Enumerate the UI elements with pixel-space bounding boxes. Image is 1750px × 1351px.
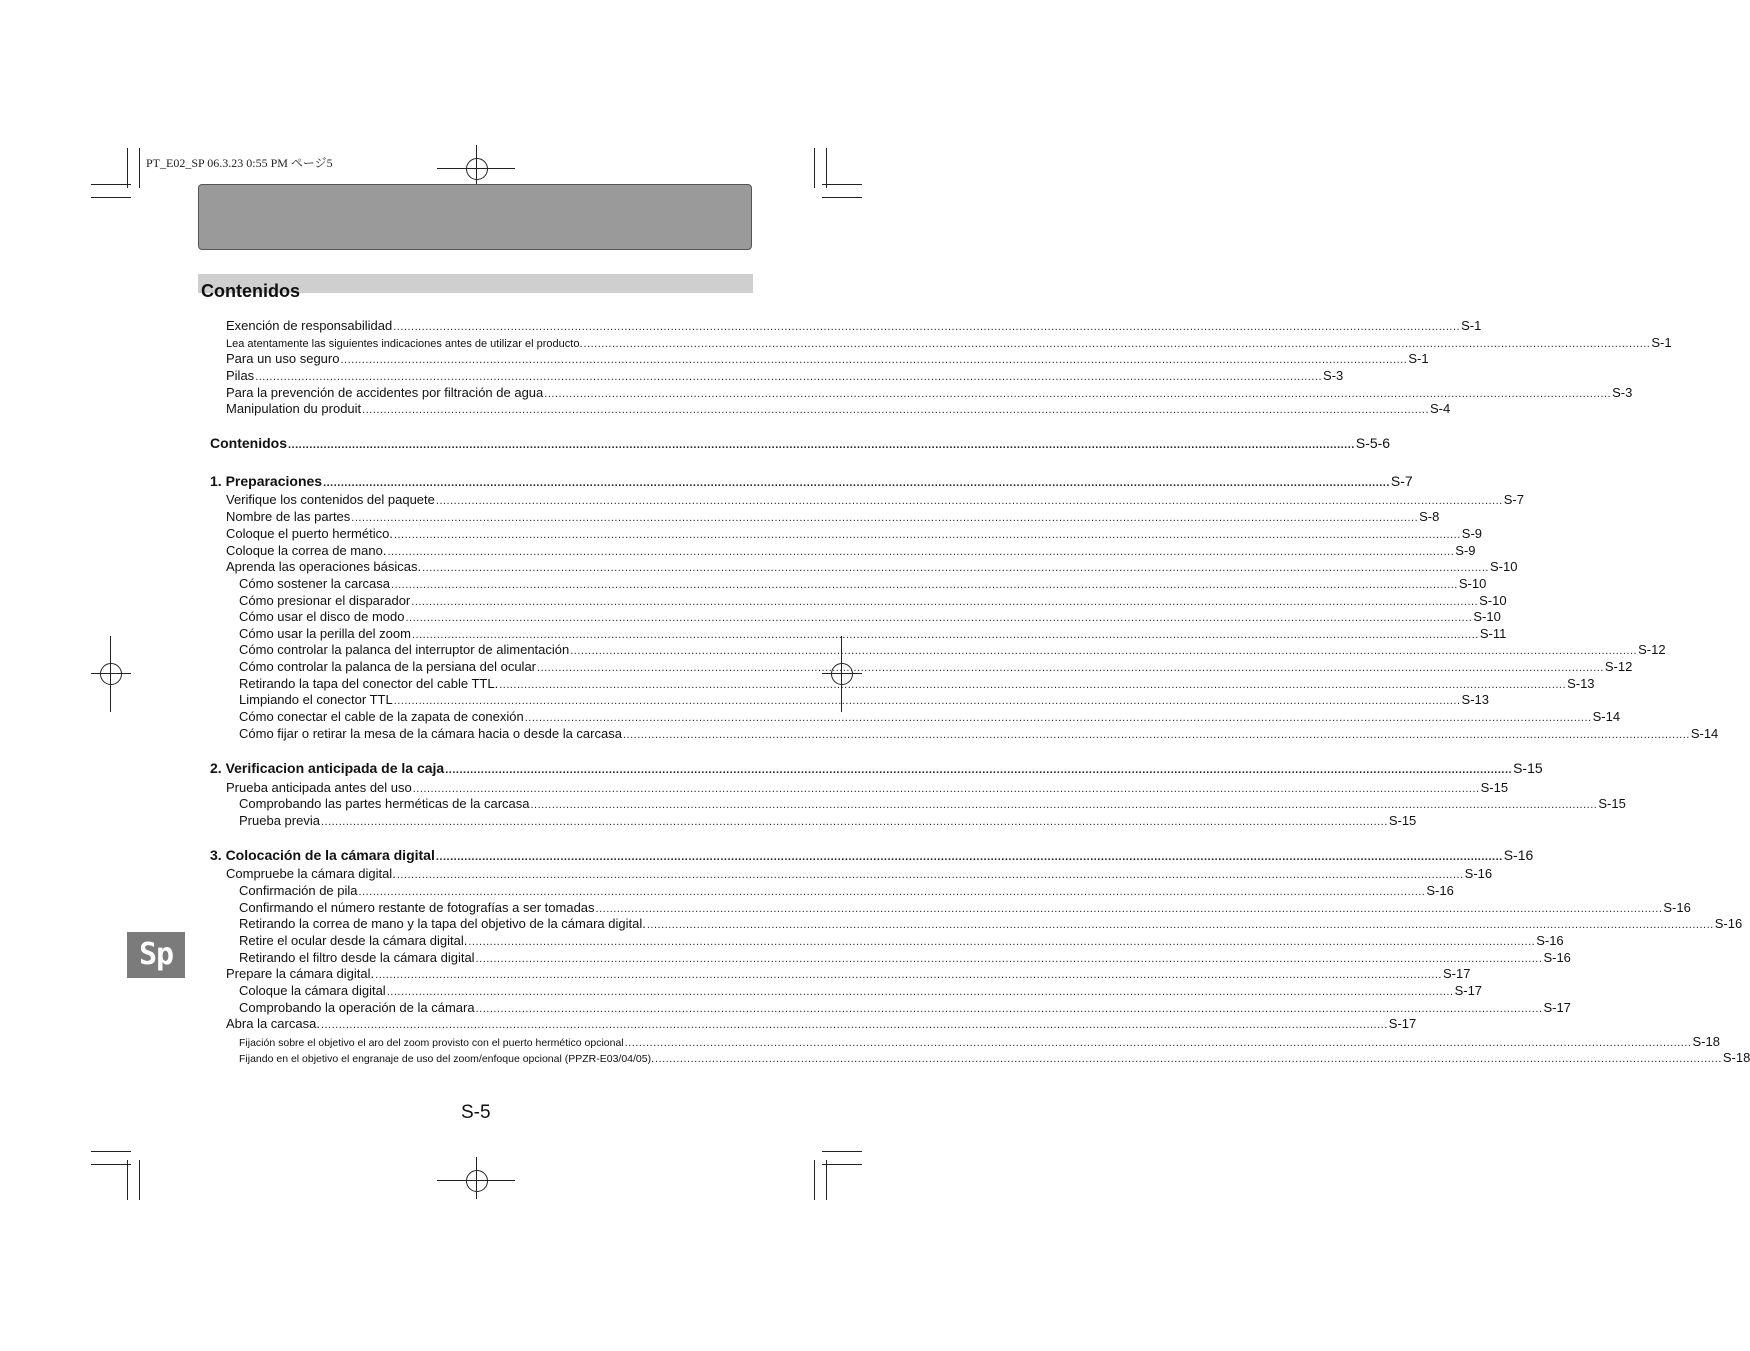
toc-entry-title: Lea atentamente las siguientes indicaciones antes de utilizar el producto. — [226, 338, 583, 350]
toc-entry-page: S-3 — [1323, 368, 1344, 383]
page-title: Contenidos — [201, 281, 300, 301]
header-banner — [198, 184, 752, 250]
toc-entry-page: S-15 — [1480, 780, 1509, 795]
toc-entry — [239, 983, 1483, 998]
toc-entry-title: Cómo fijar o retirar la mesa de la cámara hacia o desde la carcasa — [239, 726, 622, 741]
toc-entry — [210, 760, 1543, 776]
toc-entry — [239, 933, 1564, 948]
toc-leader-dots: ............................................................................................................................................................................................................................................................................................................ — [396, 869, 1464, 881]
toc-entry-title: Comprobando las partes herméticas de la carcasa — [239, 796, 530, 811]
toc-entry — [226, 780, 1509, 795]
toc-entry-title: Compruebe la cámara digital. — [226, 866, 396, 881]
toc-leader-dots: ............................................................................................................................................................................................................................................................................................................ — [583, 338, 1651, 350]
toc-entry-page: S-7 — [1503, 492, 1524, 507]
toc-entry-title: Manipulation du produit — [226, 401, 362, 416]
crop-mark — [822, 197, 862, 198]
toc-leader-dots: ............................................................................................................................................................................................................................................................................................................ — [411, 629, 1479, 641]
language-tab: Sp — [127, 932, 185, 978]
toc-leader-dots: ............................................................................................................................................................................................................................................................................................................ — [412, 783, 1480, 795]
toc-entry — [226, 401, 1451, 416]
toc-entry — [239, 576, 1487, 591]
crop-mark — [91, 1164, 131, 1165]
toc-leader-dots: ............................................................................................................................................................................................................................................................................................................ — [288, 439, 1355, 451]
toc-entry-title: 3. Colocación de la cámara digital — [210, 847, 435, 863]
toc-entry-title: Prepare la cámara digital. — [226, 966, 375, 981]
toc-entry — [239, 593, 1507, 608]
toc-entry-page: S-17 — [1543, 1000, 1571, 1015]
toc-leader-dots: ............................................................................................................................................................................................................................................................................................................ — [387, 546, 1455, 558]
toc-entry — [226, 368, 1344, 383]
toc-entry — [239, 626, 1507, 641]
toc-leader-dots: ............................................................................................................................................................................................................................................................................................................ — [323, 477, 1390, 489]
toc-entry-title: Comprobando la operación de la cámara — [239, 1000, 475, 1015]
registration-mark — [100, 663, 122, 685]
toc-leader-dots: ............................................................................................................................................................................................................................................................................................................ — [624, 1037, 1692, 1049]
toc-entry — [239, 1034, 1720, 1049]
toc-leader-dots: ............................................................................................................................................................................................................................................................................................................ — [375, 969, 1442, 981]
toc-leader-dots: ............................................................................................................................................................................................................................................................................................................ — [445, 764, 1513, 776]
toc-entry-title: Coloque la cámara digital — [239, 983, 386, 998]
toc-entry — [226, 866, 1493, 881]
toc-entry — [239, 609, 1501, 624]
toc-entry — [226, 335, 1672, 350]
toc-leader-dots: ............................................................................................................................................................................................................................................................................................................ — [468, 936, 1536, 948]
toc-leader-dots: ............................................................................................................................................................................................................................................................................................................ — [544, 388, 1612, 400]
toc-entry-title: Prueba previa — [239, 813, 320, 828]
toc-entry-title: Cómo sostener la carcasa — [239, 576, 391, 591]
toc-entry-title: Limpiando el conector TTL — [239, 692, 393, 707]
crop-mark — [127, 1160, 128, 1200]
toc-entry — [210, 847, 1534, 863]
toc-entry-title: Confirmando el número restante de fotografías a ser tomadas — [239, 900, 595, 915]
toc-leader-dots: ............................................................................................................................................................................................................................................................................................................ — [393, 321, 1461, 333]
toc-entry-title: Fijación sobre el objetivo el aro del zoom provisto con el puerto hermético opcional — [239, 1037, 624, 1049]
toc-entry-page: S-16 — [1503, 847, 1534, 863]
toc-entry-page: S-16 — [1714, 916, 1743, 931]
toc-entry — [226, 1016, 1417, 1031]
crop-mark — [814, 148, 815, 188]
toc-entry — [239, 900, 1691, 915]
toc-entry — [226, 526, 1483, 541]
toc-leader-dots: ............................................................................................................................................................................................................................................................................................................ — [255, 371, 1323, 383]
toc-entry-page: S-9 — [1455, 543, 1476, 558]
toc-entry-title: Retirando la correa de mano y la tapa del objetivo de la cámara digital. — [239, 916, 646, 931]
toc-leader-dots: ............................................................................................................................................................................................................................................................................................................ — [320, 816, 1388, 828]
toc-leader-dots: ............................................................................................................................................................................................................................................................................................................ — [435, 495, 1503, 507]
toc-entry-page: S-12 — [1638, 642, 1666, 657]
toc-entry-title: Contenidos — [210, 435, 287, 451]
toc-entry — [239, 916, 1743, 931]
toc-entry — [239, 726, 1719, 741]
toc-entry — [210, 473, 1413, 489]
toc-leader-dots: ............................................................................................................................................................................................................................................................................................................ — [475, 953, 1543, 965]
toc-entry-page: S-3 — [1612, 385, 1633, 400]
toc-entry-page: S-5-6 — [1355, 435, 1391, 451]
toc-entry-page: S-11 — [1479, 626, 1507, 641]
crop-mark — [91, 184, 131, 185]
toc-leader-dots: ............................................................................................................................................................................................................................................................................................................ — [386, 986, 1454, 998]
toc-entry — [239, 676, 1595, 691]
toc-entry-title: Cómo controlar la palanca del interruptor de alimentación — [239, 642, 570, 657]
crop-mark — [139, 1160, 140, 1200]
toc-entry — [226, 492, 1524, 507]
crop-mark — [139, 148, 140, 188]
toc-entry-page: S-15 — [1513, 760, 1543, 776]
toc-entry-title: Nombre de las partes — [226, 509, 351, 524]
registration-mark — [466, 158, 488, 180]
toc-entry-page: S-13 — [1567, 676, 1595, 691]
toc-entry-title: Prueba anticipada antes del uso — [226, 780, 412, 795]
toc-entry-title: Cómo usar el disco de modo — [239, 609, 405, 624]
toc-leader-dots: ............................................................................................................................................................................................................................................................................................................ — [524, 712, 1592, 724]
toc-entry — [239, 692, 1490, 707]
toc-entry-title: Coloque la correa de mano. — [226, 543, 387, 558]
crop-mark — [822, 1164, 862, 1165]
toc-entry-title: Cómo conectar el cable de la zapata de conexión — [239, 709, 524, 724]
toc-entry-page: S-16 — [1464, 866, 1493, 881]
crop-mark — [826, 148, 827, 188]
toc-entry-title: Abra la carcasa. — [226, 1016, 320, 1031]
toc-entry-title: Cómo controlar la palanca de la persiana del ocular — [239, 659, 537, 674]
toc-entry-page: S-10 — [1458, 576, 1487, 591]
toc-leader-dots: ............................................................................................................................................................................................................................................................................................................ — [595, 903, 1663, 915]
toc-entry-page: S-1 — [1408, 351, 1429, 366]
toc-leader-dots: ............................................................................................................................................................................................................................................................................................................ — [393, 529, 1461, 541]
crop-mark — [91, 197, 131, 198]
toc-entry-title: Confirmación de pila — [239, 883, 358, 898]
toc-entry-title: Retirando la tapa del conector del cable TTL. — [239, 676, 499, 691]
toc-leader-dots: ............................................................................................................................................................................................................................................................................................................ — [405, 612, 1473, 624]
registration-mark — [466, 1170, 488, 1192]
toc-leader-dots: ............................................................................................................................................................................................................................................................................................................ — [411, 596, 1479, 608]
toc-entry-page: S-1 — [1651, 335, 1672, 350]
crop-mark — [822, 184, 862, 185]
toc-entry — [226, 318, 1482, 333]
toc-entry-page: S-10 — [1473, 609, 1501, 624]
toc-entry — [226, 509, 1440, 524]
toc-leader-dots: ............................................................................................................................................................................................................................................................................................................ — [340, 354, 1408, 366]
toc-leader-dots: ............................................................................................................................................................................................................................................................................................................ — [351, 512, 1419, 524]
toc-entry — [210, 435, 1391, 451]
toc-entry — [226, 543, 1476, 558]
toc-entry — [239, 642, 1666, 657]
toc-leader-dots: ............................................................................................................................................................................................................................................................................................................ — [320, 1019, 1388, 1031]
toc-entry-title: 2. Verificacion anticipada de la caja — [210, 760, 445, 776]
toc-entry-page: S-17 — [1388, 1016, 1417, 1031]
toc-leader-dots: ............................................................................................................................................................................................................................................................................................................ — [570, 645, 1638, 657]
toc-entry — [239, 709, 1621, 724]
toc-leader-dots: ............................................................................................................................................................................................................................................................................................................ — [646, 919, 1714, 931]
toc-entry — [239, 796, 1626, 811]
toc-entry-title: Pilas — [226, 368, 255, 383]
toc-entry-page: S-4 — [1430, 401, 1451, 416]
toc-entry-page: S-16 — [1663, 900, 1691, 915]
toc-entry — [239, 1050, 1750, 1065]
toc-entry — [239, 659, 1633, 674]
toc-entry-page: S-16 — [1543, 950, 1571, 965]
toc-leader-dots: ............................................................................................................................................................................................................................................................................................................ — [475, 1003, 1543, 1015]
toc-entry-page: S-17 — [1454, 983, 1483, 998]
toc-entry-title: Retirando el filtro desde la cámara digital — [239, 950, 475, 965]
toc-entry-page: S-14 — [1592, 709, 1621, 724]
toc-entry-title: Cómo presionar el disparador — [239, 593, 411, 608]
toc-leader-dots: ............................................................................................................................................................................................................................................................................................................ — [435, 851, 1503, 863]
page-number: S-5 — [461, 1102, 491, 1123]
toc-entry-title: Cómo usar la perilla del zoom — [239, 626, 411, 641]
toc-entry-page: S-15 — [1388, 813, 1417, 828]
toc-entry — [239, 950, 1571, 965]
crop-mark — [822, 1151, 862, 1152]
toc-entry-page: S-18 — [1722, 1050, 1750, 1065]
toc-leader-dots: ............................................................................................................................................................................................................................................................................................................ — [622, 729, 1690, 741]
toc-entry-page: S-7 — [1390, 473, 1413, 489]
toc-leader-dots: ............................................................................................................................................................................................................................................................................................................ — [422, 562, 1489, 574]
toc-entry-page: S-1 — [1461, 318, 1482, 333]
toc-entry-page: S-10 — [1479, 593, 1507, 608]
toc-entry-title: Retire el ocular desde la cámara digital. — [239, 933, 468, 948]
crop-mark — [826, 1160, 827, 1200]
toc-leader-dots: ............................................................................................................................................................................................................................................................................................................ — [655, 1053, 1722, 1065]
toc-leader-dots: ............................................................................................................................................................................................................................................................................................................ — [537, 662, 1604, 674]
toc-entry-title: 1. Preparaciones — [210, 473, 323, 489]
toc-leader-dots: ............................................................................................................................................................................................................................................................................................................ — [391, 579, 1458, 591]
toc-entry-page: S-14 — [1690, 726, 1719, 741]
toc-entry-title: Para la prevención de accidentes por filtración de agua — [226, 385, 544, 400]
toc-entry-page: S-17 — [1443, 966, 1471, 981]
toc-entry — [226, 351, 1429, 366]
toc-entry-page: S-12 — [1604, 659, 1633, 674]
toc-entry-page: S-10 — [1489, 559, 1518, 574]
toc-entry — [226, 385, 1633, 400]
toc-entry-title: Exención de responsabilidad — [226, 318, 393, 333]
toc-entry — [239, 1000, 1571, 1015]
crop-mark — [91, 1151, 131, 1152]
toc-entry-title: Coloque el puerto hermético. — [226, 526, 393, 541]
toc-entry — [226, 559, 1518, 574]
print-slug: PT_E02_SP 06.3.23 0:55 PM ページ5 — [146, 156, 333, 170]
toc-leader-dots: ............................................................................................................................................................................................................................................................................................................ — [362, 404, 1430, 416]
toc-entry-title: Fijando en el objetivo el engranaje de uso del zoom/enfoque opcional (PPZR-E03/04/05). — [239, 1053, 655, 1065]
toc-entry-page: S-18 — [1692, 1034, 1720, 1049]
toc-entry-page: S-16 — [1536, 933, 1564, 948]
toc-entry-page: S-8 — [1419, 509, 1440, 524]
toc-entry-title: Verifique los contenidos del paquete — [226, 492, 435, 507]
toc-leader-dots: ............................................................................................................................................................................................................................................................................................................ — [393, 695, 1461, 707]
toc-entry-page: S-16 — [1426, 883, 1454, 898]
toc-leader-dots: ............................................................................................................................................................................................................................................................................................................ — [530, 799, 1598, 811]
toc-entry-page: S-15 — [1598, 796, 1626, 811]
toc-entry-page: S-9 — [1461, 526, 1483, 541]
toc-entry — [239, 883, 1454, 898]
toc-leader-dots: ............................................................................................................................................................................................................................................................................................................ — [358, 886, 1426, 898]
crop-mark — [127, 148, 128, 188]
toc-entry-title: Aprenda las operaciones básicas. — [226, 559, 422, 574]
toc-leader-dots: ............................................................................................................................................................................................................................................................................................................ — [499, 679, 1567, 691]
crop-mark — [814, 1160, 815, 1200]
toc-entry-page: S-13 — [1461, 692, 1490, 707]
toc-entry — [226, 966, 1471, 981]
toc-entry — [239, 813, 1417, 828]
toc-entry-title: Para un uso seguro — [226, 351, 340, 366]
